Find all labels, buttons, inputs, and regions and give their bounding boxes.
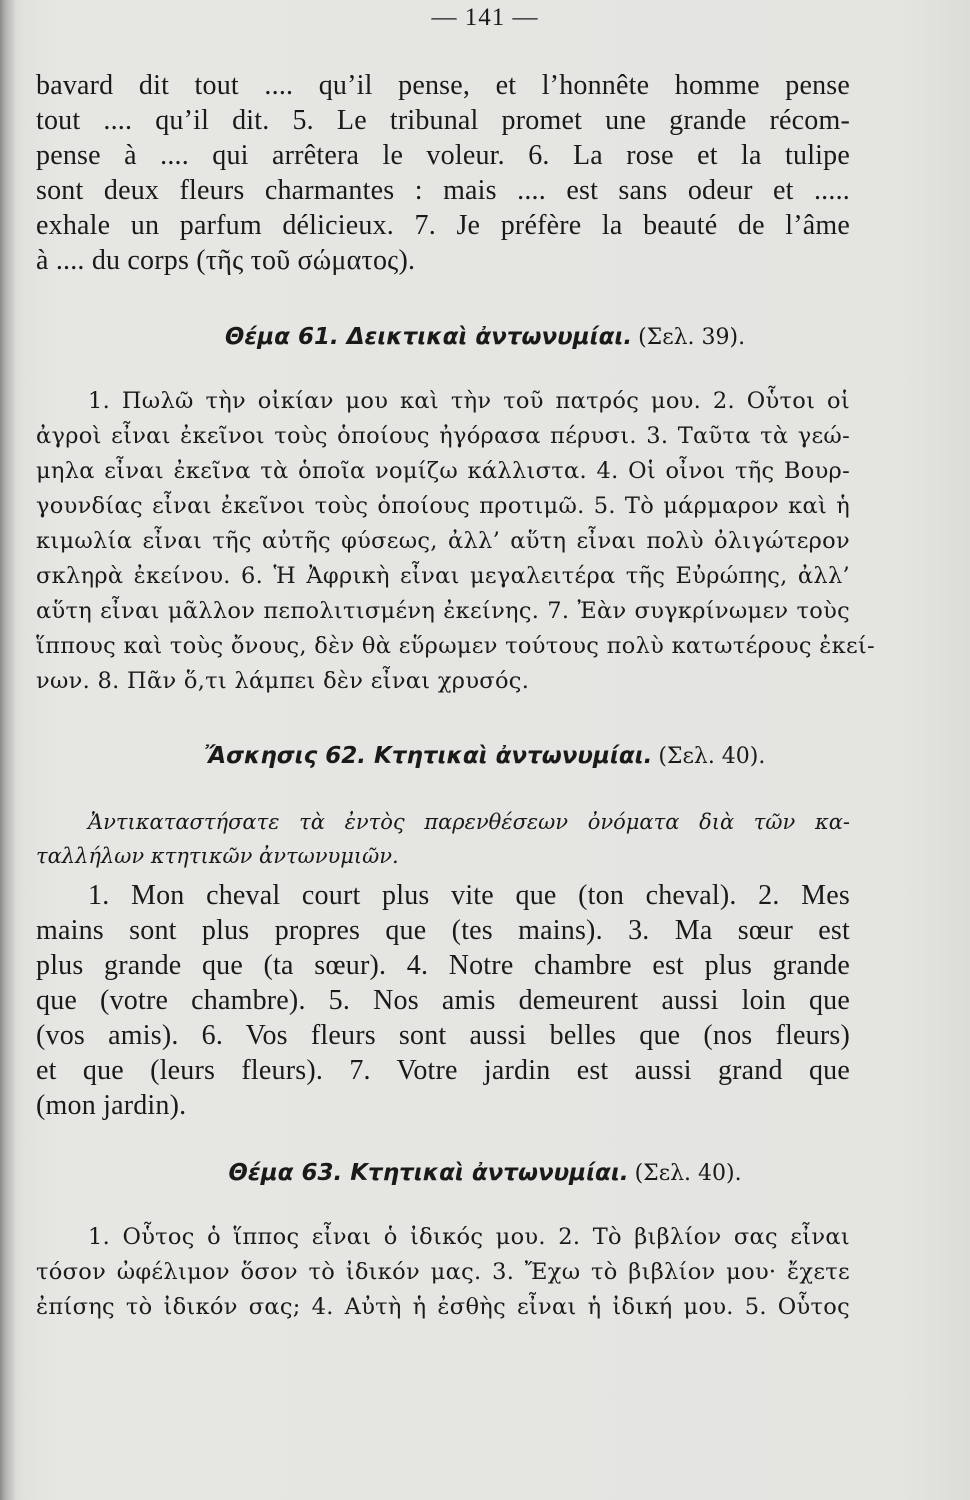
heading-reference: (Σελ. 40). [658, 744, 766, 769]
exercise-62-text [36, 878, 850, 1123]
text-line: tout .... qu’il dit. 5. Le tribunal promet une grande récom- [36, 105, 850, 136]
text-line: μηλα εἶναι ἐκεῖνα τὰ ὁποῖα νομίζω κάλλιστα. 4. Οἱ οἶνοι τῆς Βουρ- [36, 458, 850, 484]
text-line: ἀγροὶ εἶναι ἐκεῖνοι τοὺς ὁποίους ἠγόρασα πέρυσι. 3. Ταῦτα τὰ γεώ- [36, 423, 850, 449]
text-line: mains sont plus propres que (tes mains). 3. Ma sœur est [36, 915, 850, 946]
text-line: γουνδίας εἶναι ἐκεῖνοι τοὺς ὁποίους προτιμῶ. 5. Τὸ μάρμαρον καὶ ἡ [36, 493, 850, 519]
heading-reference: (Σελ. 39). [638, 325, 746, 350]
text-line: 1. Mon cheval court plus vite que (ton cheval). 2. Mes [88, 880, 850, 911]
text-line: Ἀντικαταστήσατε τὰ ἐντὸς παρενθέσεων ὀνόματα διὰ τῶν κα- [88, 810, 850, 834]
text-line: αὕτη εἶναι μᾶλλον πεπολιτισμένη ἐκείνης. 7. Ἐὰν συγκρίνωμεν τοὺς [36, 598, 850, 624]
text-line: et que (leurs fleurs). 7. Votre jardin est aussi grand que [36, 1055, 850, 1086]
heading-title: Θέμα 63. Κτητικαὶ ἀντωνυμίαι. [228, 1160, 629, 1186]
heading-title: Θέμα 61. Δεικτικαὶ ἀντωνυμίαι. [224, 324, 633, 350]
text-line: que (votre chambre). 5. Nos amis demeurent aussi loin que [36, 985, 850, 1016]
text-line: pense à .... qui arrêtera le voleur. 6. La rose et la tulipe [36, 140, 850, 171]
text-line: 1. Πωλῶ τὴν οἰκίαν μου καὶ τὴν τοῦ πατρός μου. 2. Οὗτοι οἱ [88, 388, 850, 414]
text-line: exhale un parfum délicieux. 7. Je préfère la beauté de l’âme [36, 210, 850, 241]
text-line: (mon jardin). [36, 1090, 187, 1121]
text-line: plus grande que (ta sœur). 4. Notre chambre est plus grande [36, 950, 850, 981]
text-line: ταλλήλων κτητικῶν ἀντωνυμιῶν. [36, 844, 399, 868]
text-line: 1. Οὗτος ὁ ἵππος εἶναι ὁ ἰδικός μου. 2. Τὸ βιβλίον σας εἶναι [88, 1224, 850, 1250]
exercise-63-text [36, 1220, 850, 1325]
text-line: ἵππους καὶ τοὺς ὄνους, δὲν θὰ εὕρωμεν τούτους πολὺ κατωτέρους ἐκεί- [36, 633, 875, 659]
heading-title: Ἄσκησις 62. Κτητικαὶ ἀντωνυμίαι. [204, 743, 653, 769]
text-line: ἐπίσης τὸ ἰδικόν σας; 4. Αὐτὴ ἡ ἐσθὴς εἶναι ἡ ἰδική μου. 5. Οὗτος [36, 1294, 850, 1320]
text-line: νων. 8. Πᾶν ὅ,τι λάμπει δὲν εἶναι χρυσός. [36, 668, 530, 694]
exercise-62-instruction [36, 805, 850, 873]
text-line: σκληρὰ ἐκείνου. 6. Ἡ Ἀφρικὴ εἶναι μεγαλειτέρα τῆς Εὐρώπης, ἀλλ’ [36, 563, 850, 589]
text-line: sont deux fleurs charmantes : mais .... est sans odeur et ..... [36, 175, 850, 206]
text-line: κιμωλία εἶναι τῆς αὐτῆς φύσεως, ἀλλ’ αὕτη εἶναι πολὺ ὀλιγώτερον [36, 528, 850, 554]
section-heading-61 [0, 321, 970, 354]
text-line: bavard dit tout .... qu’il pense, et l’honnête homme pense [36, 70, 850, 101]
text-line: (vos amis). 6. Vos fleurs sont aussi belles que (nos fleurs) [36, 1020, 850, 1051]
heading-reference: (Σελ. 40). [634, 1161, 742, 1186]
top-paragraph [36, 68, 850, 278]
section-heading-62 [0, 740, 970, 773]
text-line: τόσον ὠφέλιμον ὅσον τὸ ἰδικόν μας. 3. Ἔχω τὸ βιβλίον μου· ἔχετε [36, 1259, 850, 1285]
text-line: à .... du corps (τῆς τοῦ σώματος). [36, 245, 416, 276]
page-number: — 141 — [431, 4, 539, 31]
section-heading-63 [0, 1157, 970, 1190]
exercise-61-text [36, 384, 875, 699]
